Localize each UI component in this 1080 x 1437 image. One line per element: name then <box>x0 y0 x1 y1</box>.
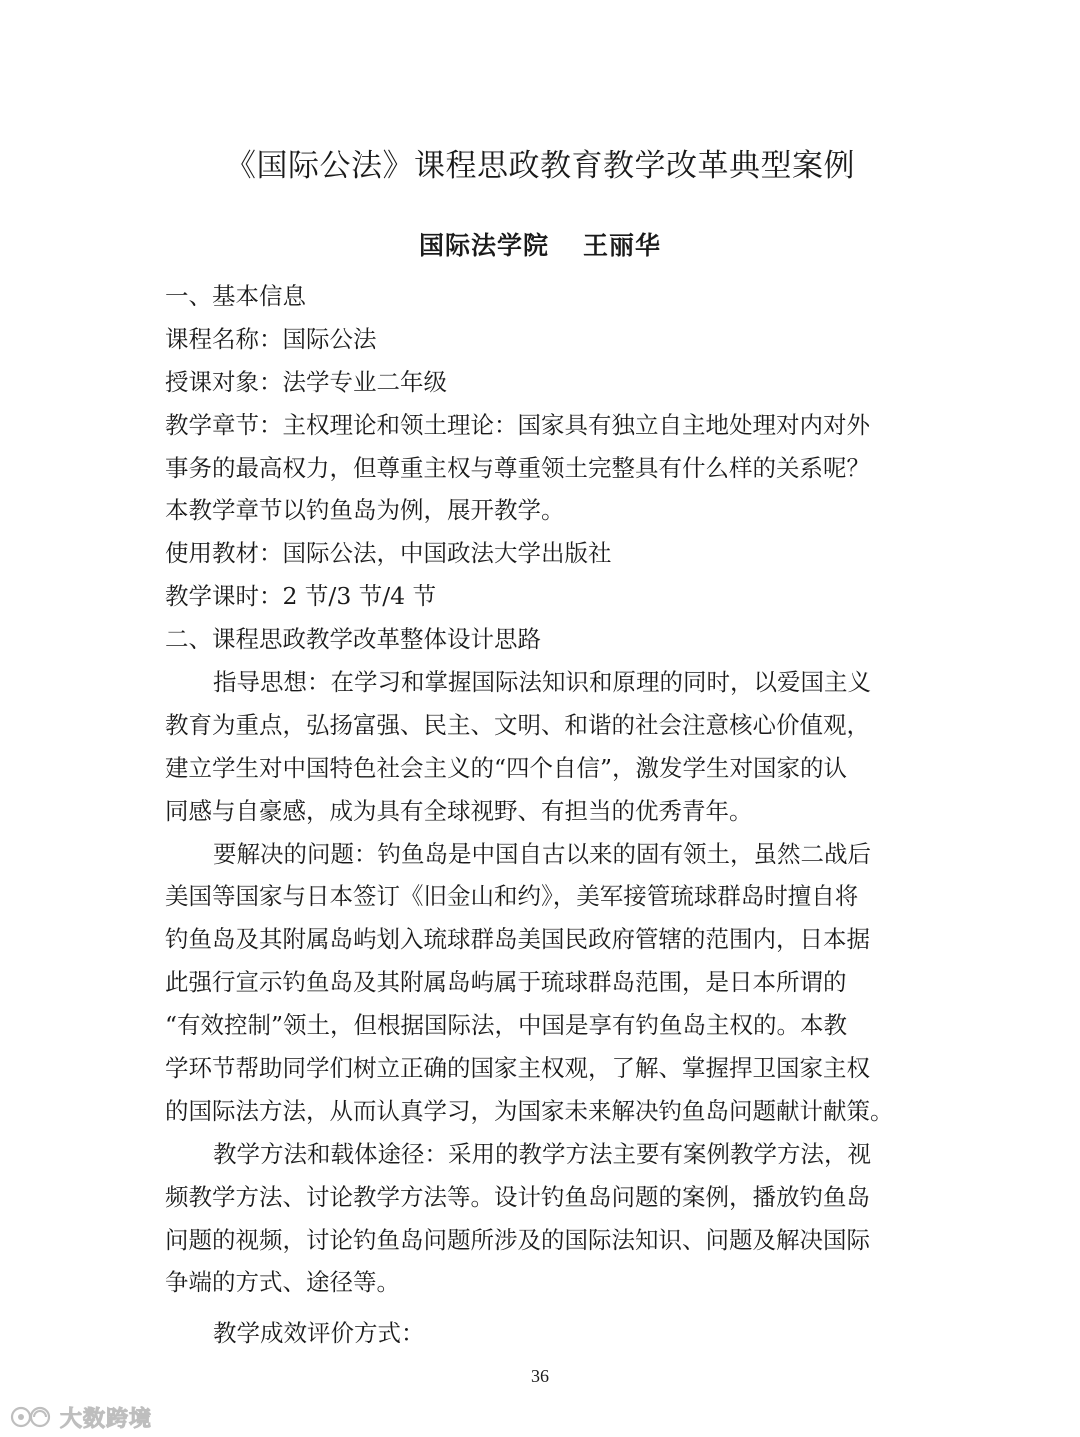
page-number: 36 <box>531 1366 549 1386</box>
chapter-line: 事务的最高权力，但尊重主权与尊重领土完整具有什么样的关系呢？ <box>165 453 870 482</box>
problem-paragraph-line: 的国际法方法，从而认真学习，为国家未来解决钓鱼岛问题献计献策。 <box>165 1096 894 1125</box>
guiding-paragraph-line: 指导思想：在学习和掌握国际法知识和原理的同时，以爱国主义 <box>213 668 871 697</box>
document-body <box>165 275 925 1355</box>
section-2-heading: 二、课程思政教学改革整体设计思路 <box>165 625 541 654</box>
watermark <box>10 1403 152 1431</box>
paragraph-spacer <box>165 1304 925 1312</box>
author-line <box>0 226 1080 262</box>
guiding-paragraph-line: 同感与自豪感，成为具有全球视野、有担当的优秀青年。 <box>165 796 753 825</box>
method-paragraph-line: 频教学方法、讨论教学方法等。设计钓鱼岛问题的案例，播放钓鱼岛 <box>165 1182 870 1211</box>
guiding-paragraph-line: 建立学生对中国特色社会主义的“四个自信”，激发学生对国家的认 <box>165 753 848 782</box>
method-paragraph-line: 问题的视频，讨论钓鱼岛问题所涉及的国际法知识、问题及解决国际 <box>165 1225 870 1254</box>
problem-paragraph-line: 钓鱼岛及其附属岛屿划入琉球群岛美国民政府管辖的范围内，日本据 <box>165 925 870 954</box>
problem-paragraph-line: 学环节帮助同学们树立正确的国家主权观，了解、掌握捍卫国家主权 <box>165 1054 870 1083</box>
section-1-heading: 一、基本信息 <box>165 282 306 310</box>
author-name: 王丽华 <box>583 231 662 260</box>
hours-line: 教学课时：2 节/3 节/4 节 <box>165 582 437 611</box>
evaluation-line: 教学成效评价方式： <box>213 1319 425 1348</box>
guiding-paragraph-line: 教育为重点，弘扬富强、民主、文明、和谐的社会注意核心价值观， <box>165 710 870 739</box>
course-name-line: 课程名称：国际公法 <box>165 324 377 353</box>
chapter-line: 教学章节：主权理论和领土理论：国家具有独立自主地处理对内对外 <box>165 410 870 439</box>
problem-paragraph-line: 要解决的问题：钓鱼岛是中国自古以来的固有领土，虽然二战后 <box>213 839 871 868</box>
method-paragraph-line: 争端的方式、途径等。 <box>165 1268 400 1297</box>
problem-paragraph-line: 美国等国家与日本签订《旧金山和约》，美军接管琉球群岛时擅自将 <box>165 882 859 911</box>
author-school: 国际法学院 <box>418 231 549 260</box>
problem-paragraph-line: 此强行宣示钓鱼岛及其附属岛屿属于琉球群岛范围，是日本所谓的 <box>165 968 847 997</box>
method-paragraph-line: 教学方法和载体途径：采用的教学方法主要有案例教学方法，视 <box>213 1139 871 1168</box>
audience-line: 授课对象：法学专业二年级 <box>165 367 447 396</box>
watermark-logo-icon <box>10 1404 54 1430</box>
problem-paragraph-line: “有效控制”领土，但根据国际法，中国是享有钓鱼岛主权的。本教 <box>165 1011 848 1040</box>
watermark-text: 大数跨境 <box>60 1406 153 1432</box>
textbook-line: 使用教材：国际公法，中国政法大学出版社 <box>165 539 612 568</box>
chapter-line: 本教学章节以钓鱼岛为例，展开教学。 <box>165 496 565 525</box>
document-title: 《国际公法》课程思政教育教学改革典型案例 <box>225 148 855 184</box>
